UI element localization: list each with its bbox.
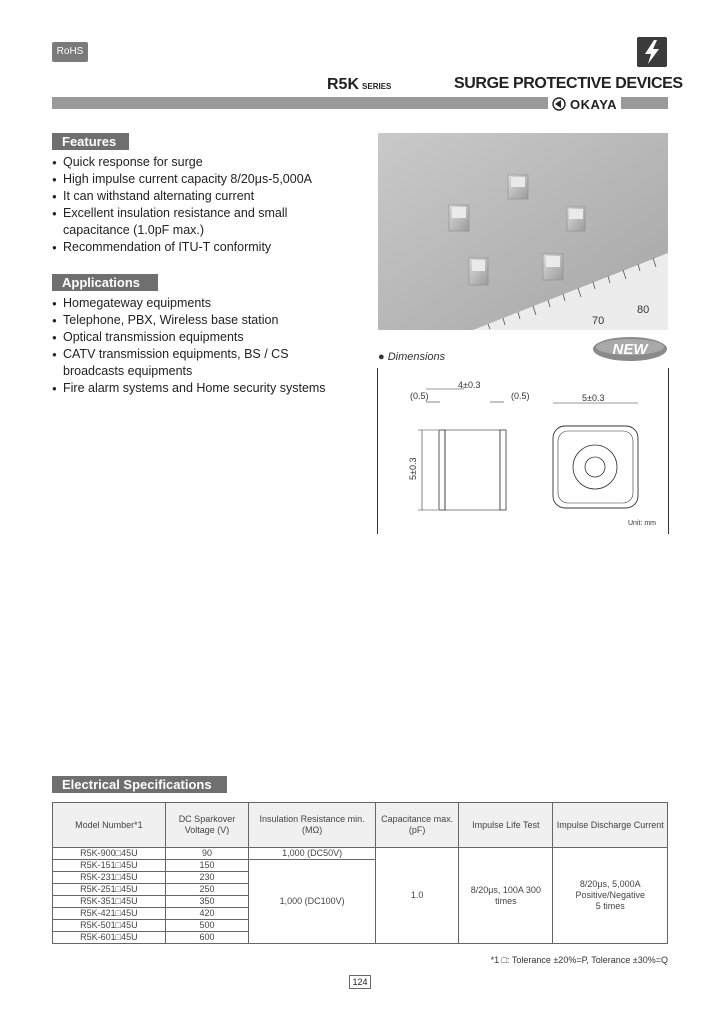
list-item: ● CATV transmission equipments, BS / CS broadcasts equipments — [52, 346, 308, 380]
cell-model: R5K-501□45U — [53, 920, 166, 932]
cell-model: R5K-251□45U — [53, 884, 166, 896]
chip-2 — [449, 205, 469, 231]
electrical-heading: Electrical Specifications — [52, 776, 227, 793]
brand-logo — [548, 96, 621, 112]
table-row — [53, 848, 668, 860]
table-header-row — [53, 803, 668, 848]
ruler-label: 80 — [637, 304, 650, 316]
new-badge — [592, 336, 668, 362]
okaya-logo-icon — [552, 97, 566, 111]
cell-voltage: 420 — [165, 908, 248, 920]
lightning-icon — [637, 37, 667, 67]
cell-voltage: 90 — [165, 848, 248, 860]
list-item: ● It can withstand alternating current — [52, 188, 352, 205]
features-heading: Features — [52, 133, 129, 150]
cell-impulse-life: 8/20μs, 100A 300 times — [459, 848, 553, 944]
cell-voltage: 150 — [165, 860, 248, 872]
dim-gap-right: (0.5) — [511, 391, 530, 401]
dim-gap-left: (0.5) — [410, 391, 429, 401]
cell-voltage: 350 — [165, 896, 248, 908]
series-code: R5K SERIES — [327, 76, 392, 93]
page-number: 124 — [349, 975, 371, 989]
cell-insulation: 1,000 (DC100V) — [249, 860, 376, 944]
col-model: Model Number*1 — [53, 803, 166, 848]
applications-heading: Applications — [52, 274, 158, 291]
features-list — [52, 154, 352, 256]
list-item: ● Quick response for surge — [52, 154, 352, 171]
chip-5 — [543, 254, 563, 280]
cell-insulation: 1,000 (DC50V) — [249, 848, 376, 860]
cell-capacitance: 1.0 — [376, 848, 459, 944]
cell-model: R5K-351□45U — [53, 896, 166, 908]
svg-text:NEW: NEW — [612, 341, 648, 358]
list-item: ● High impulse current capacity 8/20μs-5,000A — [52, 171, 352, 188]
product-photo — [378, 133, 668, 330]
col-insulation: Insulation Resistance min. (MΩ) — [249, 803, 376, 848]
chip-3 — [567, 207, 585, 231]
chip-4 — [469, 258, 488, 285]
dim-height: 5±0.3 — [408, 457, 418, 480]
dim-width-front: 5±0.3 — [582, 393, 605, 403]
cell-voltage: 600 — [165, 932, 248, 944]
rohs-badge: RoHS — [52, 42, 88, 62]
list-item: ● Telephone, PBX, Wireless base station — [52, 312, 352, 329]
cell-model: R5K-231□45U — [53, 872, 166, 884]
dim-width-side: 4±0.3 — [458, 380, 481, 390]
table-footnote: *1 □: Tolerance ±20%=P, Tolerance ±30%=Q — [490, 955, 668, 965]
applications-list — [52, 295, 352, 397]
dimensions-label: ● Dimensions — [378, 351, 446, 363]
ruler-label: 70 — [592, 315, 605, 327]
cell-model: R5K-601□45U — [53, 932, 166, 944]
cell-model: R5K-900□45U — [53, 848, 166, 860]
chip-1 — [508, 175, 528, 199]
dim-unit: Unit: mm — [628, 520, 656, 527]
cell-voltage: 500 — [165, 920, 248, 932]
list-item: ● Fire alarm systems and Home security systems — [52, 380, 352, 397]
col-voltage: DC Sparkover Voltage (V) — [165, 803, 248, 848]
dimensions-drawing — [377, 368, 669, 534]
spec-table — [52, 802, 668, 944]
cell-voltage: 230 — [165, 872, 248, 884]
list-item: ● Optical transmission equipments — [52, 329, 352, 346]
list-item: ● Homegateway equipments — [52, 295, 352, 312]
header-title: SURGE PROTECTIVE DEVICES — [454, 75, 683, 92]
cell-model: R5K-151□45U — [53, 860, 166, 872]
list-item: ● Excellent insulation resistance and small capacitance (1.0pF max.) — [52, 205, 308, 239]
col-impulse-discharge: Impulse Discharge Current — [553, 803, 668, 848]
list-item: ● Recommendation of ITU-T conformity — [52, 239, 352, 256]
cell-impulse-discharge: 8/20μs, 5,000A Positive/Negative 5 times — [553, 848, 668, 944]
col-impulse-life: Impulse Life Test — [459, 803, 553, 848]
col-capacitance: Capacitance max. (pF) — [376, 803, 459, 848]
cell-model: R5K-421□45U — [53, 908, 166, 920]
cell-voltage: 250 — [165, 884, 248, 896]
brand-name: OKAYA — [570, 96, 618, 112]
